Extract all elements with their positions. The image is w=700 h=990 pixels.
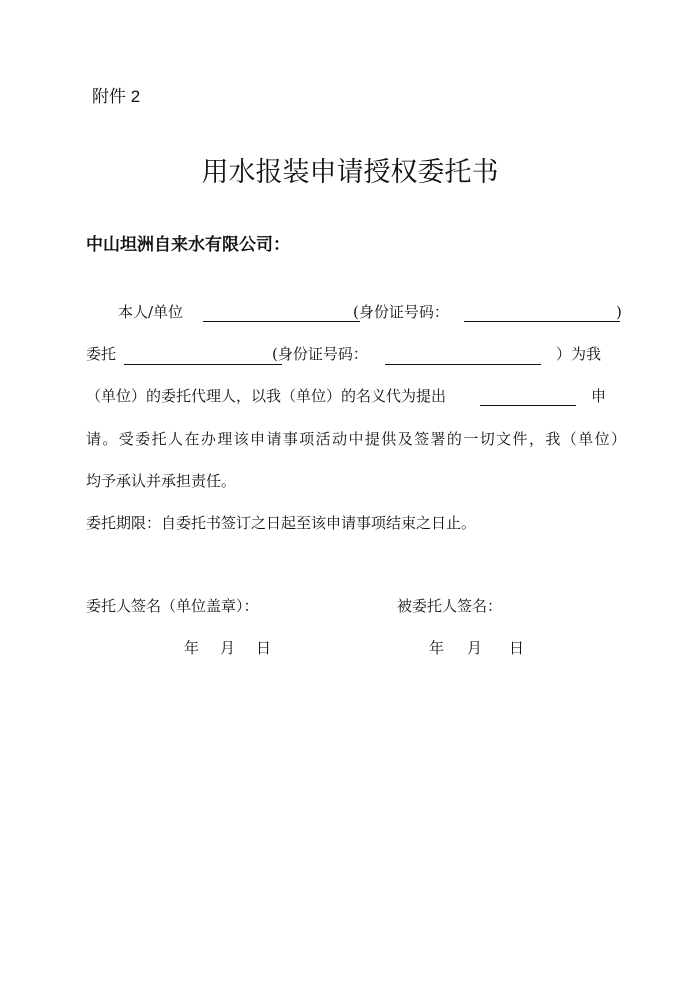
application-item-blank[interactable]: [480, 405, 576, 406]
agent-id-suffix: ）为我: [556, 345, 602, 363]
principal-id-label: (身份证号码：: [353, 303, 449, 321]
attachment-label: 附件 2: [92, 87, 141, 106]
body-line-4: 请。受委托人在办理该申请事项活动中提供及签署的一切文件，我（单位）: [86, 430, 626, 448]
agent-date-day: 日: [509, 639, 525, 657]
principal-prefix: 本人/单位: [118, 303, 184, 321]
document-title: 用水报装申请授权委托书: [201, 157, 499, 188]
agent-id-label: (身份证号码：: [272, 345, 368, 363]
body-line-3: （单位）的委托代理人，以我（单位）的名义代为提出: [86, 387, 447, 405]
body-line-5: 均予承认并承担责任。: [86, 472, 237, 490]
principal-id-blank[interactable]: [464, 321, 620, 322]
agent-prefix: 委托: [86, 345, 117, 363]
addressee: 中山坦洲自来水有限公司：: [86, 235, 290, 254]
principal-date-year: 年: [184, 639, 200, 657]
agent-date-month: 月: [467, 639, 483, 657]
validity-period: 委托期限：自委托书签订之日起至该申请事项结束之日止。: [86, 514, 477, 532]
principal-name-blank[interactable]: [203, 321, 360, 322]
body-line-3-end: 申: [591, 387, 607, 405]
principal-date-month: 月: [220, 639, 236, 657]
agent-date-year: 年: [429, 639, 445, 657]
agent-signature-label: 被委托人签名：: [397, 597, 503, 615]
agent-name-blank[interactable]: [124, 364, 282, 365]
principal-id-close: ): [616, 303, 622, 321]
agent-id-blank[interactable]: [385, 364, 541, 365]
principal-signature-label: 委托人签名（单位盖章）：: [86, 597, 259, 615]
principal-date-day: 日: [256, 639, 272, 657]
